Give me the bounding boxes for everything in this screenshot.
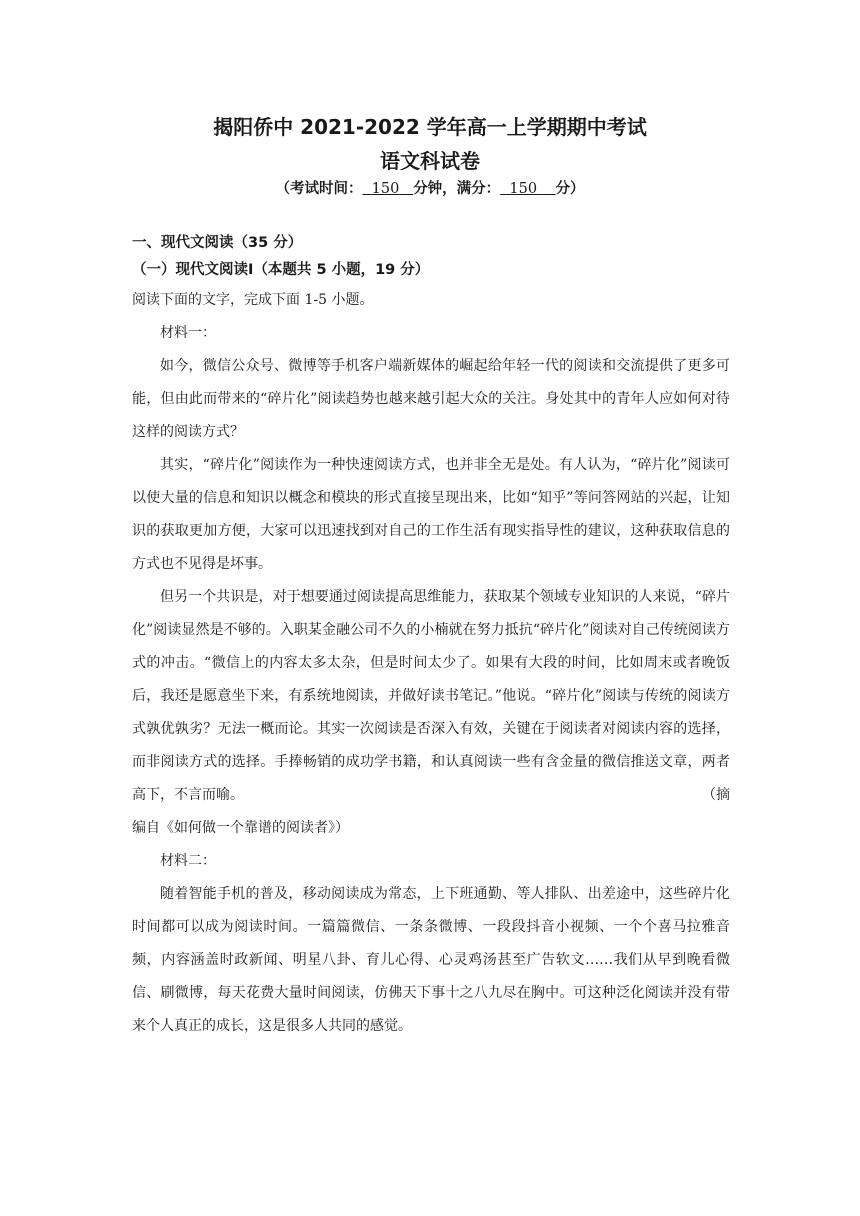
exam-time-value: 150 bbox=[371, 181, 400, 197]
exam-info bbox=[0, 178, 860, 200]
material-label: 材料二： bbox=[160, 853, 216, 869]
section-heading: 一、现代文阅读（35 分） bbox=[132, 235, 303, 251]
material-paragraph: 随着智能手机的普及，移动阅读成为常态，上下班通勤、等人排队、出差途中，这些碎片化时间都可以成为阅读时间。一篇篇微信、一条条微博、一段段抖音小视频、一个个喜马拉雅音频，内容涵盖时政新闻、明星八卦、育儿心得、心灵鸡汤甚至广告软文……我们从早到晚看微信、刷微博，每天花费大量时间阅读，仿佛天下事十之八九尽在胸中。可这种泛化阅读并没有带来个人真正的成长，这是很多人共同的感觉。 bbox=[132, 886, 730, 1034]
material-paragraph: 如今，微信公众号、微博等手机客户端新媒体的崛起给年轻一代的阅读和交流提供了更多可能，但由此而带来的“碎片化”阅读趋势也越来越引起大众的关注。身处其中的青年人应如何对待这样的阅读方式？ bbox=[132, 358, 730, 440]
material-paragraph bbox=[132, 581, 730, 812]
source-note-end: 编自《如何做一个靠谱的阅读者》） bbox=[132, 820, 349, 836]
material-paragraph: 其实，“碎片化”阅读作为一种快速阅读方式，也并非全无是处。有人认为，“碎片化”阅读可以使大量的信息和知识以概念和模块的形式直接呈现出来，比如“知乎”等问答网站的兴起，让知识的获取更加方便，大家可以迅速找到对自己的工作生活有现实指导性的建议，这种获取信息的方式也不见得是坏事。 bbox=[132, 457, 730, 572]
exam-time-unit: 分钟，满分： bbox=[413, 181, 501, 197]
material-label: 材料一： bbox=[160, 325, 216, 341]
exam-content bbox=[132, 232, 730, 1043]
exam-subtitle: 语文科试卷 bbox=[380, 149, 480, 173]
paragraph-text: 但另一个共识是，对于想要通过阅读提高思维能力，获取某个领域专业知识的人来说，“碎片化”阅读显然是不够的。入职某金融公司不久的小楠就在努力抵抗“碎片化”阅读对自己传统阅读方式的冲击。“微信上的内容太多太杂，但是时间太少了。如果有大段的时间，比如周末或者晚饭后，我还是愿意坐下来，有系统地阅读，并做好读书笔记。”他说。“碎片化”阅读与传统的阅读方式孰优孰劣？无法一概而论。其实一次阅读是否深入有效，关键在于阅读者对阅读内容的选择，而非阅读方式的选择。手捧畅销的成功学书籍，和认真阅读一些有含金量的微信推送文章，两者高下，不言而喻。 bbox=[132, 589, 730, 803]
exam-info-prefix: （考试时间： bbox=[275, 181, 363, 197]
reading-instruction: 阅读下面的文字，完成下面 1-5 小题。 bbox=[132, 292, 374, 308]
subsection-heading: （一）现代文阅读Ⅰ（本题共 5 小题，19 分） bbox=[132, 262, 430, 278]
exam-score-unit: 分） bbox=[555, 181, 585, 197]
exam-score-value: 150 bbox=[509, 181, 538, 197]
exam-title: 揭阳侨中 2021-2022 学年高一上学期期中考试 bbox=[213, 115, 647, 139]
exam-header bbox=[0, 112, 860, 200]
source-note-start: （摘 bbox=[702, 787, 730, 803]
